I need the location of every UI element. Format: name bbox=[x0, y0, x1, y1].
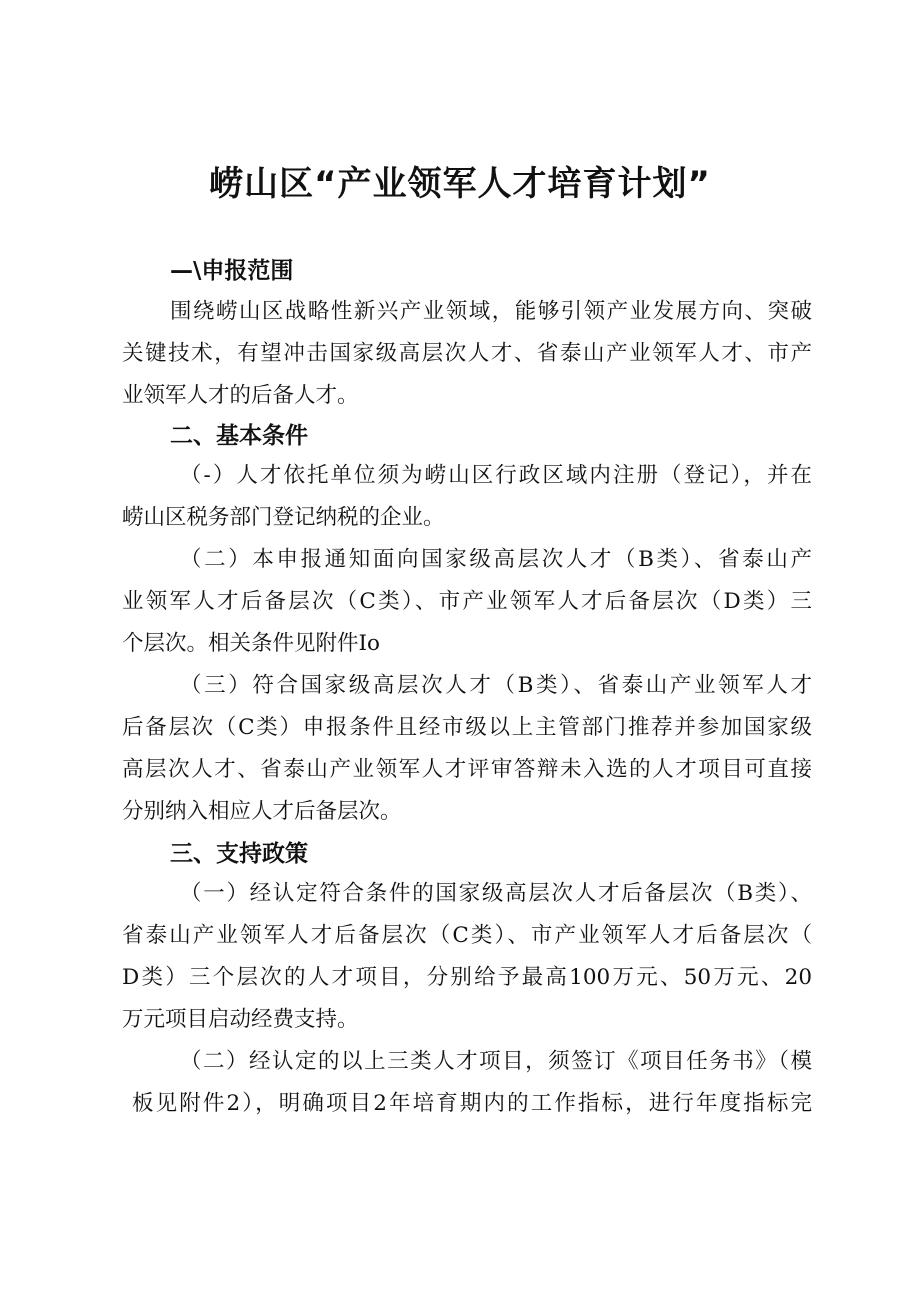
paragraph-line: 崂山区税务部门登记纳税的企业。 bbox=[122, 505, 445, 530]
paragraph-line: D类）三个层次的人才项目，分别给予最高100万元、50万元、20 bbox=[122, 965, 812, 990]
paragraph-line: （-）人才依托单位须为崂山区行政区域内注册（登记），并在 bbox=[180, 463, 812, 488]
section-heading-support-policy: 三、支持政策 bbox=[170, 841, 308, 867]
paragraph-line: 万元项目启动经费支持。 bbox=[122, 1007, 359, 1032]
paragraph-line: 高层次人才、省泰山产业领军人才评审答辩未入选的人才项目可直接 bbox=[122, 757, 812, 782]
paragraph-line: （二）本申报通知面向国家级高层次人才（B类）、省泰山产 bbox=[180, 547, 812, 572]
paragraph-line: （二）经认定的以上三类人才项目，须签订《项目任务书》（模 bbox=[180, 1049, 812, 1074]
paragraph-line: 关键技术，有望冲击国家级高层次人才、省泰山产业领军人才、市产 bbox=[122, 341, 812, 366]
paragraph-line: 省泰山产业领军人才后备层次（C类）、市产业领军人才后备层次（ bbox=[122, 923, 812, 948]
section-heading-basic-conditions: 二、基本条件 bbox=[170, 423, 308, 449]
paragraph-line: 业领军人才的后备人才。 bbox=[122, 383, 359, 408]
paragraph-line: 分别纳入相应人才后备层次。 bbox=[122, 799, 402, 824]
paragraph-line: 业领军人才后备层次（C类）、市产业领军人才后备层次（D类）三 bbox=[122, 589, 812, 614]
paragraph-line: （一）经认定符合条件的国家级高层次人才后备层次（B类）、 bbox=[180, 881, 812, 906]
paragraph-line: 围绕崂山区战略性新兴产业领域，能够引领产业发展方向、突破 bbox=[170, 299, 812, 324]
paragraph-line: 后备层次（C类）申报条件且经市级以上主管部门推荐并参加国家级 bbox=[122, 715, 812, 740]
document-title: 崂山区“产业领军人才培育计划” bbox=[209, 164, 711, 204]
paragraph-line: 个层次。相关条件见附件Io bbox=[122, 631, 380, 656]
paragraph-line: （三）符合国家级高层次人才（B类）、省泰山产业领军人才 bbox=[180, 673, 812, 698]
paragraph-line: 板见附件2），明确项目2年培育期内的工作指标，进行年度指标完 bbox=[132, 1091, 812, 1116]
section-heading-scope: —\申报范围 bbox=[170, 258, 294, 284]
